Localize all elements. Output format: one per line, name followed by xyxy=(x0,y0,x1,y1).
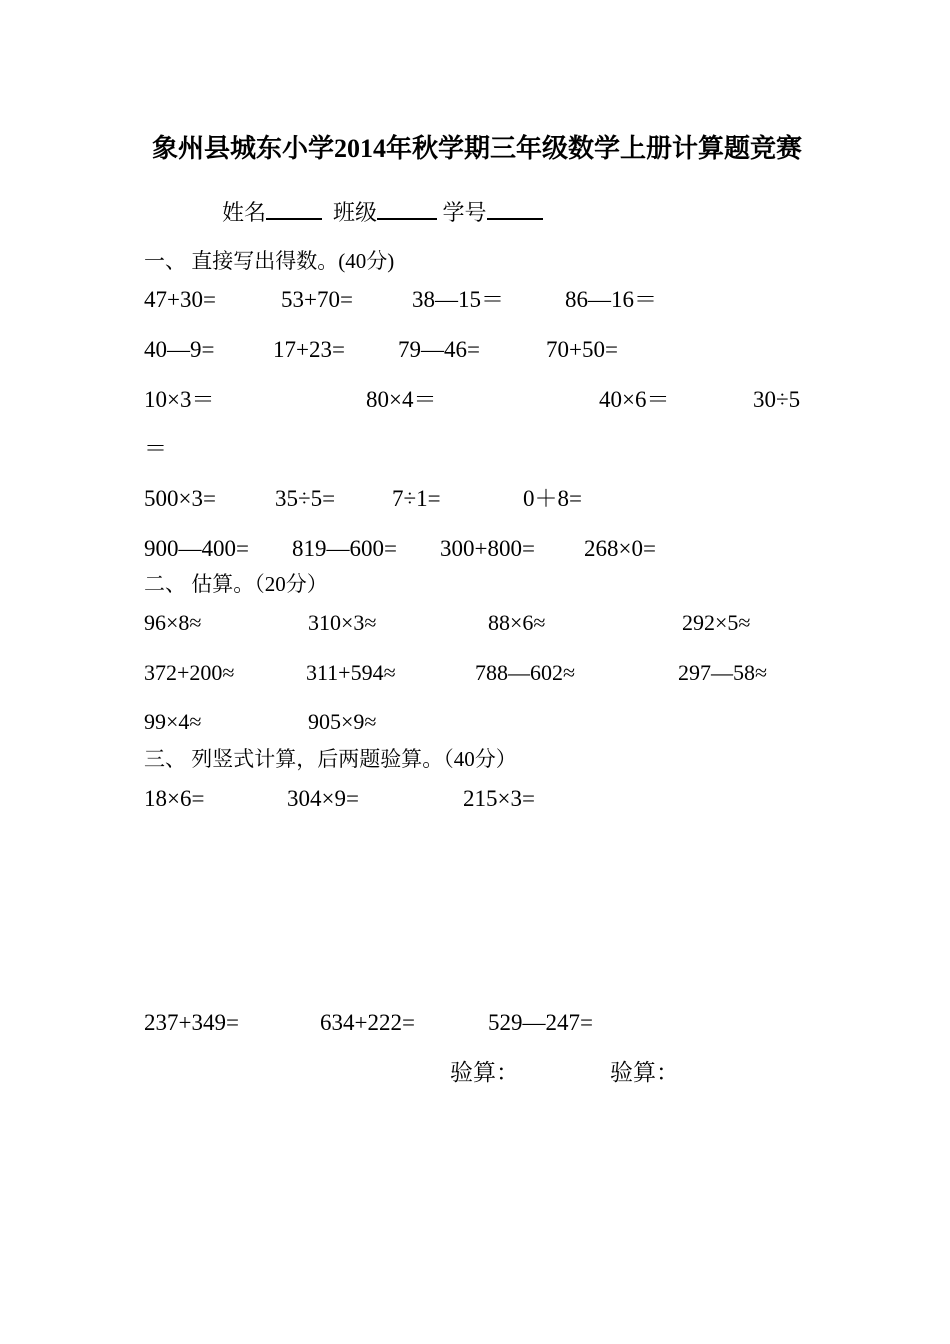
problem: 40—9= xyxy=(144,337,215,362)
problem: 80×4＝ xyxy=(366,387,437,412)
problem: 99×4≈ xyxy=(144,709,202,734)
problem: 79—46= xyxy=(398,337,480,362)
problem: 500×3= xyxy=(144,486,216,511)
problem: 634+222= xyxy=(320,1010,415,1035)
id-label: 学号 xyxy=(442,200,487,225)
problem-wrap: ＝ xyxy=(144,436,167,461)
problem: 372+200≈ xyxy=(144,660,235,685)
id-blank xyxy=(487,200,543,220)
problem: 905×9≈ xyxy=(308,709,377,734)
problem: 86—16＝ xyxy=(565,287,657,312)
page-title: 象州县城东小学2014年秋学期三年级数学上册计算题竞赛 xyxy=(152,134,803,163)
problem: 900—400= xyxy=(144,536,249,561)
section-3-heading: 三、 列竖式计算，后两题验算。（40分） xyxy=(144,747,517,771)
problem: 17+23= xyxy=(273,337,345,362)
problem: 310×3≈ xyxy=(308,610,377,635)
problem: 292×5≈ xyxy=(682,610,751,635)
problem: 215×3= xyxy=(463,786,535,811)
student-info-line xyxy=(222,200,543,224)
problem: 35÷5= xyxy=(275,486,336,511)
problem: 297—58≈ xyxy=(678,660,768,685)
problem: 10×3＝ xyxy=(144,387,215,412)
problem: 819—600= xyxy=(292,536,397,561)
problem: 268×0= xyxy=(584,536,656,561)
problem: 237+349= xyxy=(144,1010,239,1035)
check-label: 验算： xyxy=(610,1060,679,1085)
check-label: 验算： xyxy=(450,1060,519,1085)
problem: 53+70= xyxy=(281,287,353,312)
problem: 788—602≈ xyxy=(475,660,576,685)
problem: 529—247= xyxy=(488,1010,593,1035)
problem: 300+800= xyxy=(440,536,535,561)
problem: 70+50= xyxy=(546,337,618,362)
problem: 18×6= xyxy=(144,786,205,811)
problem: 304×9= xyxy=(287,786,359,811)
problem: 311+594≈ xyxy=(306,660,396,685)
problem: 47+30= xyxy=(144,287,216,312)
problem: 30÷5 xyxy=(753,387,801,412)
class-label: 班级 xyxy=(333,200,378,225)
name-label: 姓名 xyxy=(222,200,267,225)
problem: 0＋8= xyxy=(523,486,582,511)
problem: 88×6≈ xyxy=(488,610,546,635)
name-blank xyxy=(266,200,322,220)
problem: 38—15＝ xyxy=(412,287,504,312)
problem: 40×6＝ xyxy=(599,387,670,412)
problem: 96×8≈ xyxy=(144,610,202,635)
section-2-heading: 二、 估算。（20分） xyxy=(144,572,328,596)
class-blank xyxy=(377,200,437,220)
problem: 7÷1= xyxy=(392,486,441,511)
section-1-heading: 一、 直接写出得数。(40分) xyxy=(144,249,395,273)
